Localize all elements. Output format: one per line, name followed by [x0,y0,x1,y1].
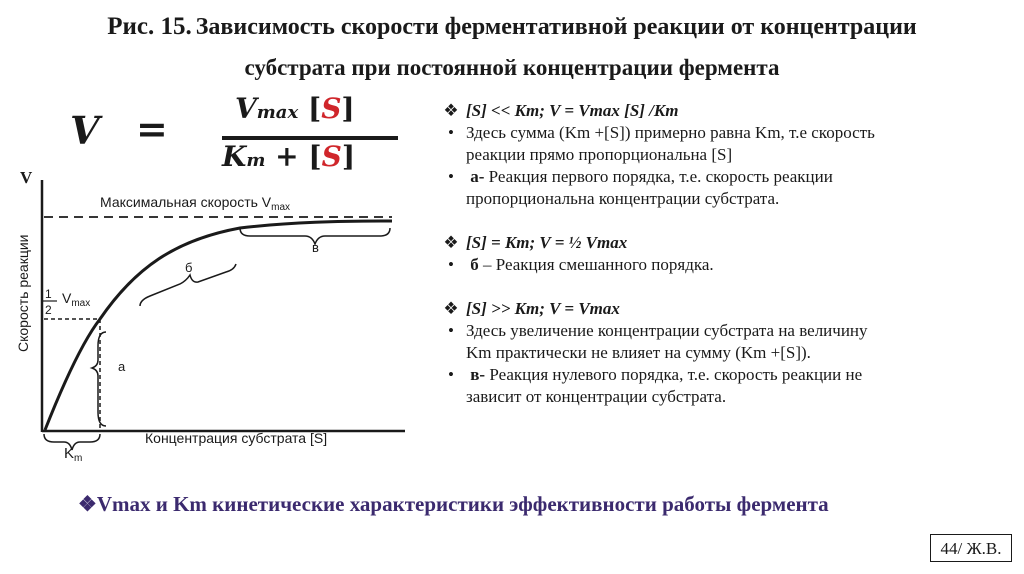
denominator-plus: + [275,140,299,173]
case3-line1: Здесь увеличение концентрации субстрата на величину [466,321,868,340]
list-item [440,254,1000,276]
case1-order-label: а- [470,167,485,186]
page-number: 44/ Ж.В. [930,534,1012,562]
diamond-marker: ❖ [443,299,459,318]
note-case3-header [440,298,1000,320]
case1-order-text2: пропорциональна концентрации субстрата. [466,189,780,208]
brace-a [92,332,106,426]
summary-text: Vmax и Km кинетические характеристики эффективности работы фермента [96,492,829,516]
bullet-marker: • [448,255,454,274]
bullet-marker: • [448,321,454,340]
denominator-k: K [222,140,247,173]
region-c-label: в [312,240,319,255]
case2-order-text: – Реакция смешанного порядка. [478,255,714,274]
diamond-marker: ❖ [443,233,459,252]
denominator-s: S [321,140,342,173]
denominator-sub: m [246,150,266,171]
numerator-bracket-open: [ [307,92,322,125]
title-line1: Зависимость скорости ферментативной реакции от концентрации [195,14,917,40]
half-vmax-label: $V_{max}$ [62,290,91,309]
list-item-cont [440,144,1000,166]
bullet-marker: • [448,123,454,142]
half-denominator: 2 [45,303,52,317]
bullet-marker: • [448,167,454,186]
case2-order-label: б [470,255,479,274]
diamond-marker: ❖ [78,492,97,516]
formula-lhs: V [70,108,100,153]
case1-order-text: Реакция первого порядка, т.е. скорость реакции [484,167,833,186]
vmax-label: Максимальная скорость $V_{max}$ [100,194,291,213]
case3-order-text2: зависит от концентрации субстрата. [466,387,727,406]
x-axis-label: Концентрация субстрата [S] [145,430,328,446]
note-case1-header [440,100,1000,122]
kinetics-chart [0,0,440,480]
bullet-marker: • [448,365,454,384]
summary-line [78,492,829,517]
case3-condition: [S] >> Km; V = Vmax [466,299,620,318]
y-axis-letter: V [20,168,33,187]
case3-line2: Km практически не влияет на сумму (Km +[S]). [466,343,811,362]
km-label: $K_m$ [64,445,83,464]
denominator-bracket-close: ] [341,140,356,173]
case1-line1: Здесь сумма (Km +[S]) примерно равна Km, т.е скорость [466,123,875,142]
list-item [440,166,1000,188]
list-item [440,364,1000,386]
list-item [440,320,1000,342]
y-axis-label: Скорость реакции [15,234,31,352]
saturation-curve [45,221,392,430]
numerator-bracket-close: ] [341,92,355,125]
title-prefix: Рис. 15. [107,13,192,40]
list-item [440,122,1000,144]
diamond-marker: ❖ [443,101,459,120]
list-item-cont [440,342,1000,364]
case1-line2: реакции прямо пропорциональна [S] [466,145,733,164]
note-case2-header [440,232,1000,254]
list-item-cont [440,188,1000,210]
case1-condition: [S] << Km; V = Vmax [S] /Km [466,101,679,120]
denominator-bracket-open: [ [308,140,322,173]
half-numerator: 1 [45,287,52,301]
numerator-sub: max [256,102,299,123]
case2-condition: [S] = Km; V = ½ Vmax [466,233,628,252]
numerator-v: V [235,92,257,125]
case3-order-text: Реакция нулевого порядка, т.е. скорость реакции не [485,365,863,384]
numerator-s: S [321,92,342,125]
case3-order-label: в- [470,365,486,384]
explanation-notes [440,100,1000,408]
region-a-label: а [118,359,126,374]
formula-equals: = [136,106,168,151]
list-item-cont [440,386,1000,408]
title-line2: субстрата при постоянной концентрации фермента [244,55,780,80]
region-b-label: б [185,260,193,275]
